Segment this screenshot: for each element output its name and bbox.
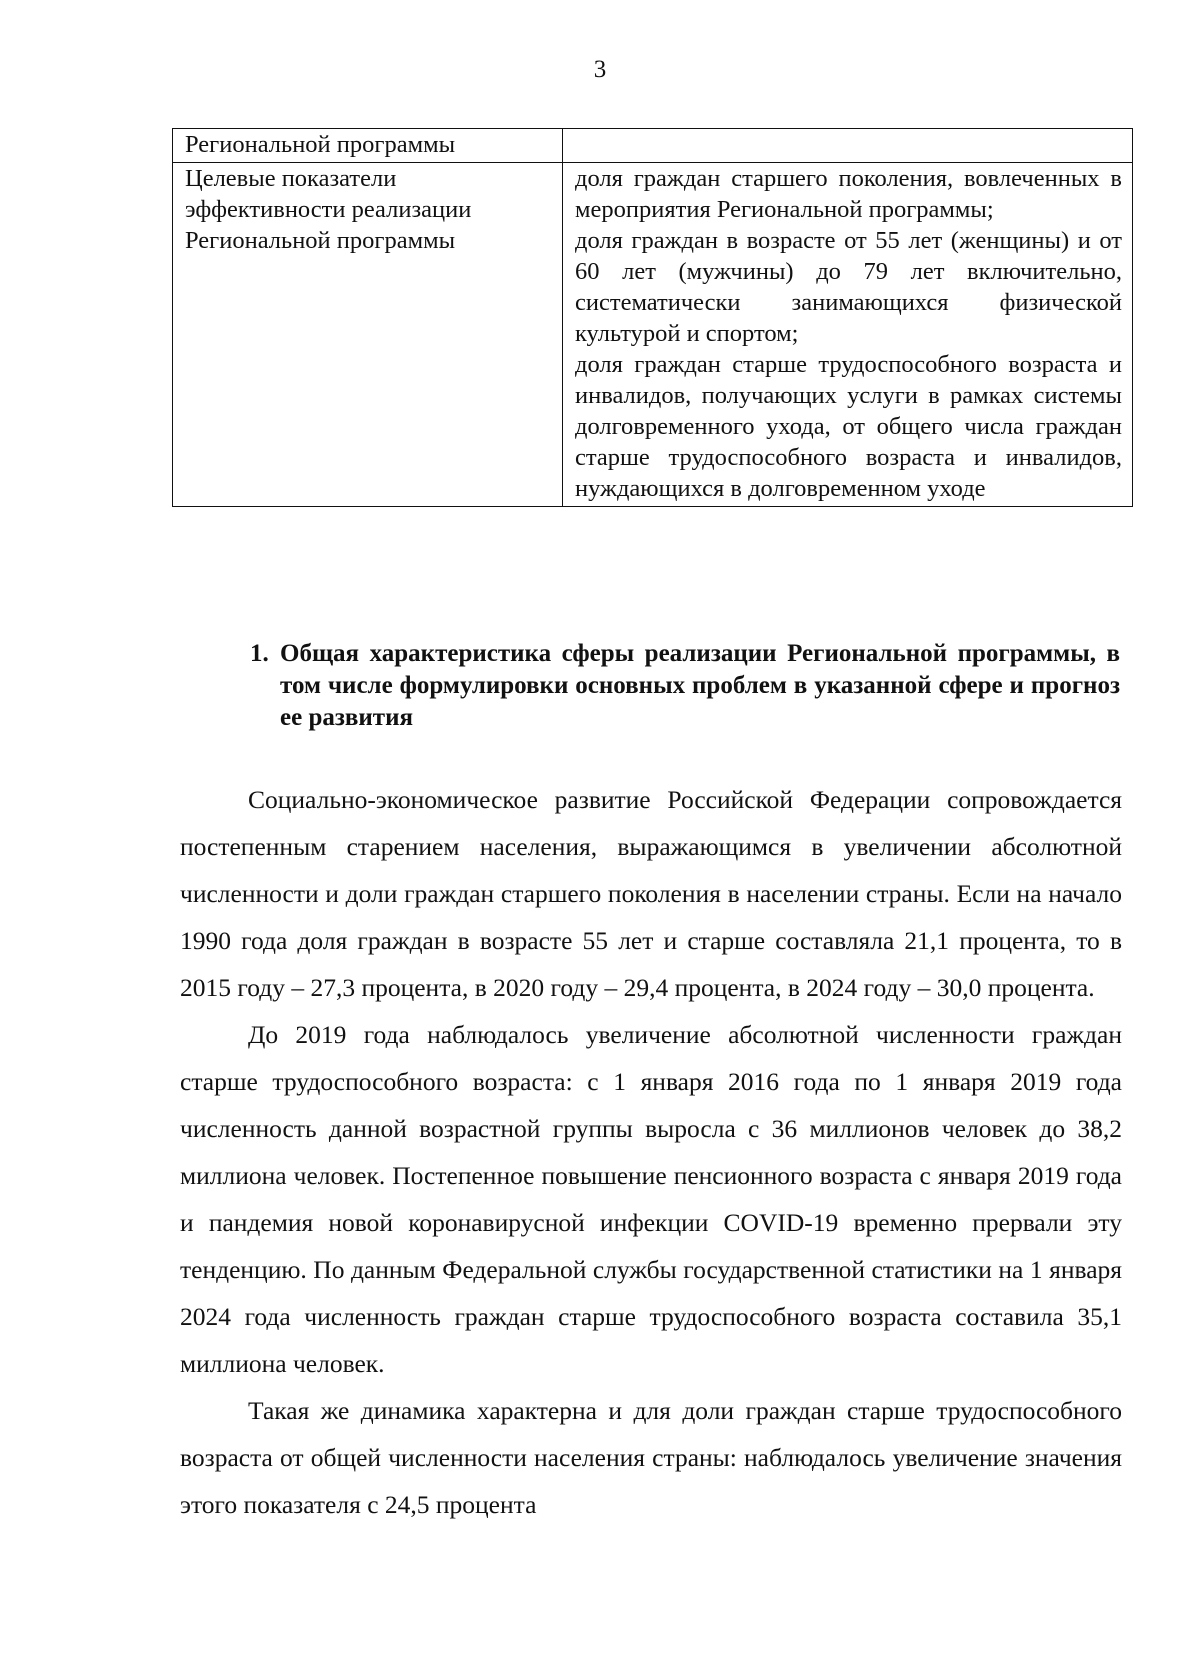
body-text	[180, 776, 1122, 1528]
table-cell-label	[173, 129, 563, 163]
target-indicator: доля граждан в возрасте от 55 лет (женщины) и от 60 лет (мужчины) до 79 лет включительно, систематически занимающихся физической культурой и спортом;	[575, 227, 1122, 347]
target-indicator: доля граждан старше трудоспособного возраста и инвалидов, получающих услуги в рамках системы долговременного ухода, от общего числа граждан старше трудоспособного возраста и инвалидов, нуждающихся в долговременном уходе	[575, 351, 1122, 502]
label-line: эффективности реализации	[185, 196, 472, 223]
paragraph: Социально-экономическое развитие Российской Федерации сопровождается постепенным старением населения, выражающимся в увеличении абсолютной численности и доли граждан старшего поколения в населении страны. Если на начало 1990 года доля граждан в возрасте 55 лет и старше составляла 21,1 процента, то в 2015 году – 27,3 процента, в 2020 году – 29,4 процента, в 2024 году – 30,0 процента.	[180, 785, 1122, 1002]
target-indicator: доля граждан старшего поколения, вовлеченных в мероприятия Региональной программы;	[575, 165, 1122, 223]
section-number: 1.	[250, 640, 269, 667]
label-line: Региональной программы	[185, 131, 456, 158]
paragraph: Такая же динамика характерна и для доли граждан старше трудоспособного возраста от общей численности населения страны: наблюдалось увеличение значения этого показателя с 24,5 процента	[180, 1396, 1122, 1519]
table-cell-value	[563, 129, 1133, 163]
program-passport-table	[172, 128, 1133, 507]
page-number: 3	[593, 56, 607, 83]
table-cell-label	[173, 163, 563, 507]
label-line: Целевые показатели	[185, 165, 397, 192]
section-heading	[250, 638, 1120, 734]
table-row	[173, 129, 1133, 163]
table-row	[173, 163, 1133, 507]
section-title: Общая характеристика сферы реализации Региональной программы, в том числе формулировки основных проблем в указанной сфере и прогноз ее развития	[280, 640, 1120, 731]
label-line: Региональной программы	[185, 227, 456, 254]
table-cell-value	[563, 163, 1133, 507]
paragraph: До 2019 года наблюдалось увеличение абсолютной численности граждан старше трудоспособного возраста: с 1 января 2016 года по 1 января 2019 года численность данной возрастной группы выросла с 36 миллионов человек до 38,2 миллиона человек. Постепенное повышение пенсионного возраста с января 2019 года и пандемия новой коронавирусной инфекции COVID-19 временно прервали эту тенденцию. По данным Федеральной службы государственной статистики на 1 января 2024 года численность граждан старше трудоспособного возраста составила 35,1 миллиона человек.	[180, 1020, 1122, 1378]
